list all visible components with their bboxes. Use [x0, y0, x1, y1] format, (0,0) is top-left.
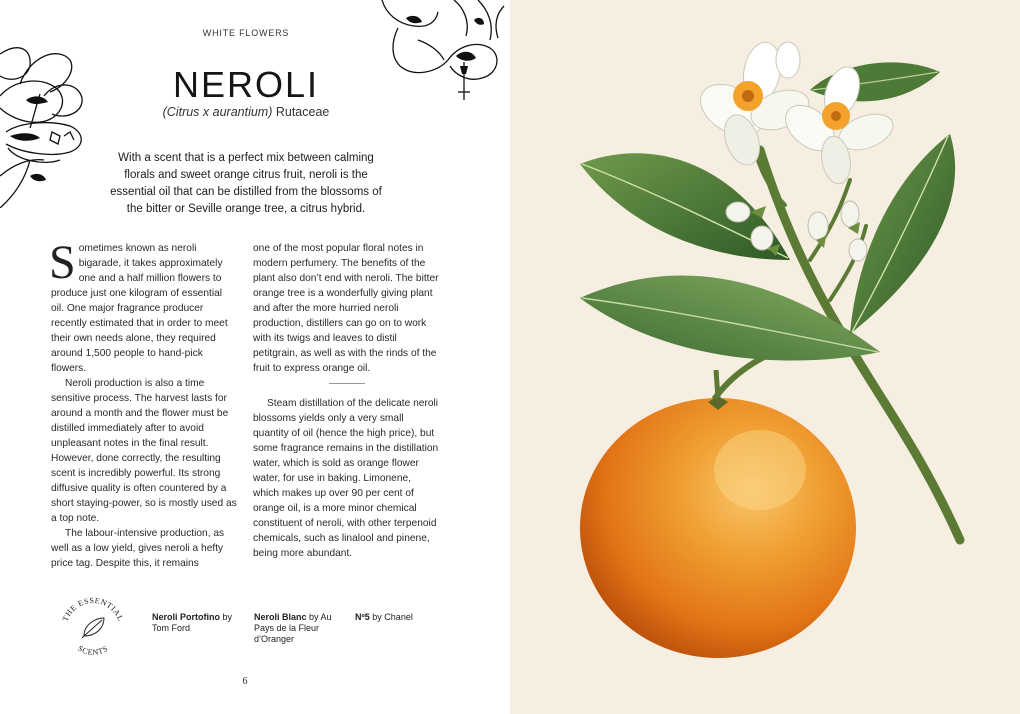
neroli-illustration [510, 0, 1020, 714]
orange-blossom-sketch-top [378, 0, 510, 104]
recommendation-item [152, 612, 244, 634]
page-number: 6 [242, 676, 248, 687]
body-column-right [253, 241, 439, 561]
badge-bottom-text: SCENTS [76, 643, 110, 658]
body-paragraph: The labour-intensive production, as well as a low yield, gives neroli a hefty price tag. Despite this, it remains [51, 528, 225, 569]
section-label: WHITE FLOWERS [202, 28, 290, 38]
perfume-house: by Au Pays de la Fleur d’Oranger [254, 612, 332, 644]
badge-top-text: THE ESSENTIAL [60, 595, 126, 623]
body-paragraph: one of the most popular floral notes in modern perfumery. The benefits of the plant also don’t end with neroli. The bitter orange tree is a wonderfully giving plant and after the more hurried neroli production, distillers can go on to work with its twigs and leaves to distil petitgrain, as well as with the rinds of the fruit to express orange oil. [253, 243, 439, 374]
perfume-name: Neroli Blanc [254, 612, 307, 622]
paragraph-text: ometimes known as neroli bigarade, it takes approximately one and a half million flowers to produce just one kilogram of essential oil. One major fragrance producer recently estimated that in order to meet their own needs alone, they required around 1,500 people to hand-pick flowers. [51, 243, 228, 374]
perfume-house: by Tom Ford [152, 612, 233, 633]
body-paragraph [49, 236, 237, 376]
latin-name: (Citrus x aurantium) [162, 105, 273, 119]
recommendation-item [355, 612, 447, 623]
leaf-icon [82, 618, 104, 638]
page-title: NEROLI [172, 64, 320, 105]
drop-cap: S [49, 236, 76, 289]
plant-family: Rutaceae [272, 105, 330, 119]
body-column-left [49, 236, 237, 571]
botanical-name [120, 105, 372, 119]
svg-text:SCENTS [76, 644, 109, 657]
perfume-name: Nº5 [355, 612, 370, 622]
svg-text:THE ESSENTIAL [61, 596, 126, 623]
body-paragraph: Neroli production is also a time sensitive process. The harvest lasts for around a month and the flower must be distilled immediately after to avoid unpleasant notes in the final result. However, done correctly, the resulting scent is incredibly powerful. Its strong diffusive quality is often countered by a short staying-power, so is mostly used as a top note. [51, 378, 237, 524]
orange-blossom-sketch-left [0, 36, 96, 208]
orange-fruit [580, 370, 856, 658]
body-paragraph: Steam distillation of the delicate neroli blossoms yields only a very small quantity of oil (hence the high price), but some fragrance remains in the distillation water, which is sold as orange flower water, for use in baking. Limonene, which makes up over 90 per cent of orange oil, is a more minor chemical constituent of neroli, with other terpenoid chemicals, such as linalool and pinene, being more abundant. [253, 398, 439, 559]
section-divider [329, 383, 365, 384]
intro-paragraph: With a scent that is a perfect mix between calming florals and sweet orange citrus fruit, neroli is the essential oil that can be distilled from the blossoms of the bitter or Seville orange tree, a citrus hybrid. [110, 152, 382, 215]
blossom-top [692, 39, 815, 170]
right-page [510, 0, 1020, 714]
perfume-house: by Chanel [369, 612, 413, 622]
essential-scents-badge [58, 592, 128, 662]
recommendation-item [254, 612, 346, 645]
perfume-name: Neroli Portofino [152, 612, 220, 622]
